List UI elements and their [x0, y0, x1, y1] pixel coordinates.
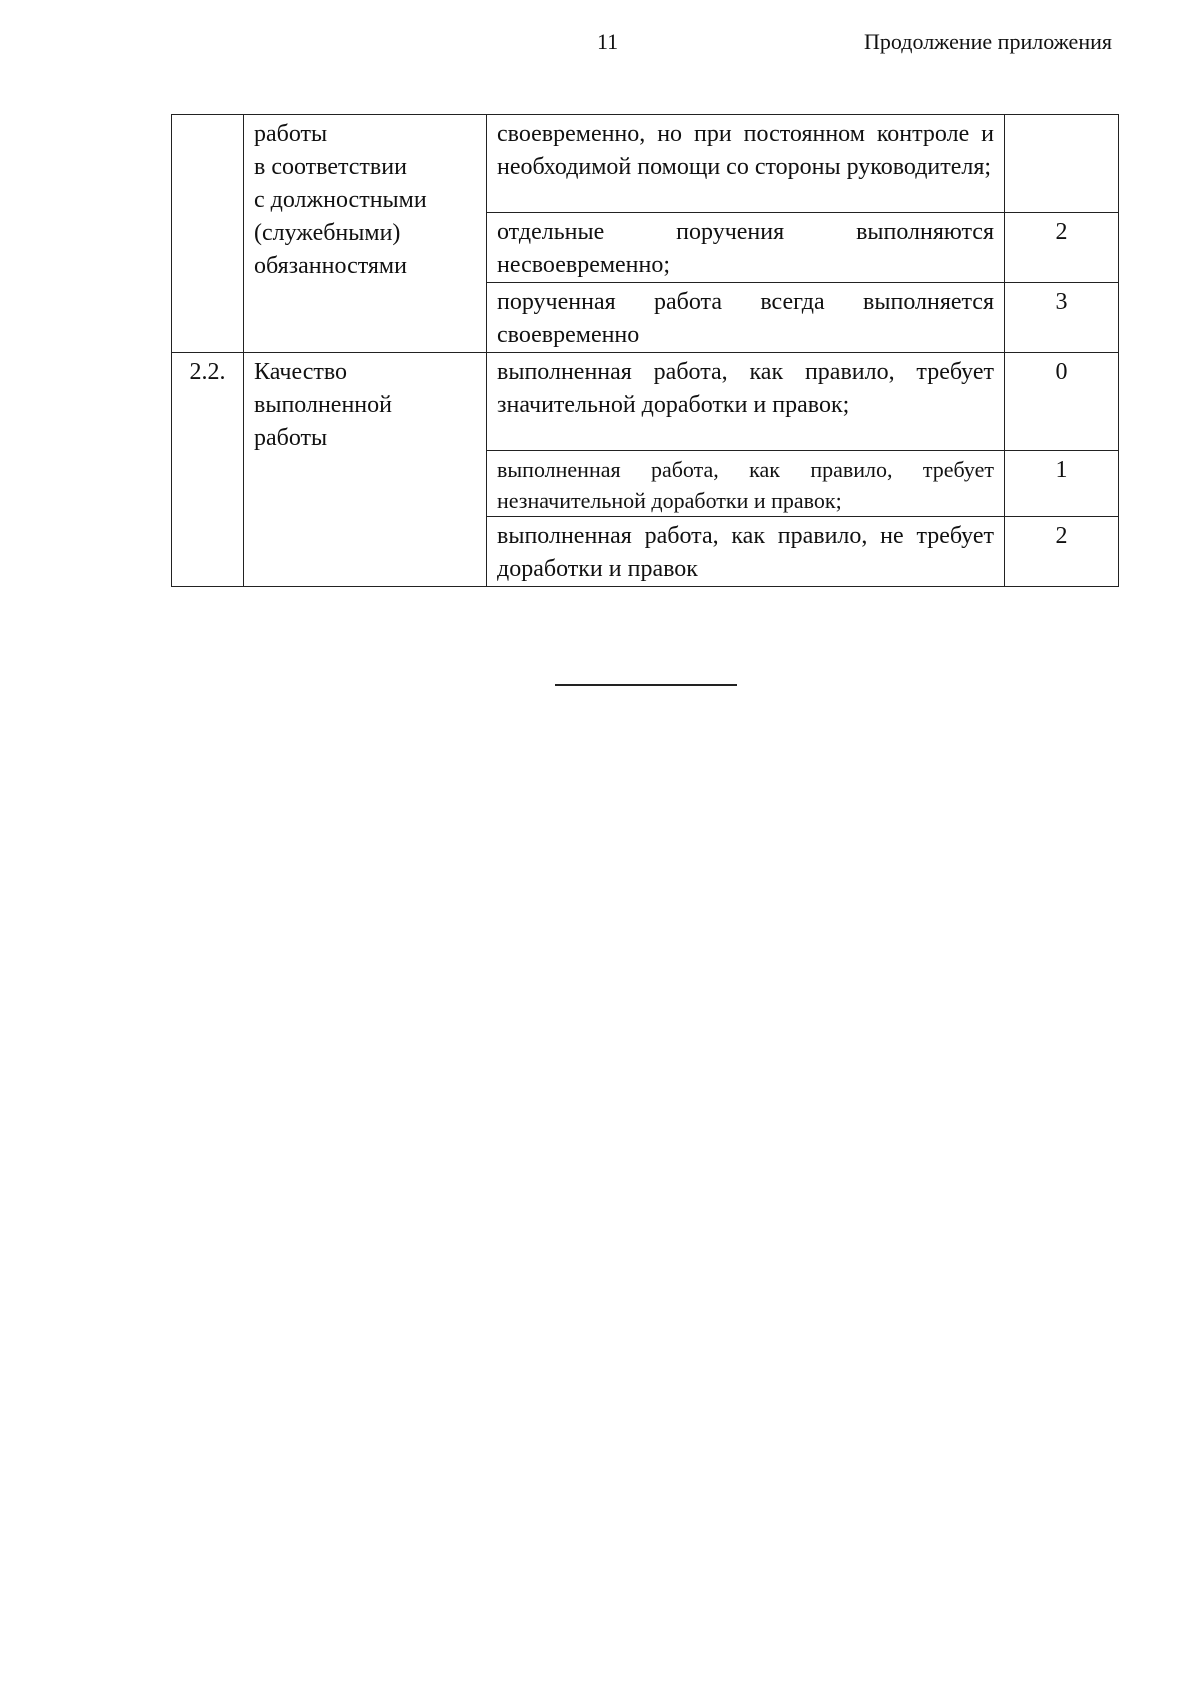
criterion-name-line: в соответствии [254, 154, 407, 180]
table-row [172, 115, 1119, 213]
criterion-name-line: обязанностями [254, 253, 407, 279]
criterion-name-line: выполненной [254, 392, 392, 418]
criteria-table [171, 114, 1119, 587]
criterion-description: выполненная работа, как правило, требует незначительной доработки и правок; [487, 451, 1005, 517]
criterion-description: своевременно, но при постоянном контроле и необходимой помощи со стороны руководителя; [487, 115, 1005, 213]
criterion-description: выполненная работа, как правило, не требует доработки и правок [487, 517, 1005, 587]
criterion-number [172, 115, 244, 353]
page-number: 11 [597, 29, 619, 54]
criterion-score: 0 [1005, 353, 1119, 451]
criterion-name-line: работы [254, 425, 328, 451]
criterion-score: 3 [1005, 283, 1119, 353]
criterion-name [244, 115, 487, 353]
criterion-score: 2 [1005, 517, 1119, 587]
criterion-score [1005, 115, 1119, 213]
criterion-description: отдельные поручения выполняются несвоевременно; [487, 213, 1005, 283]
criterion-number: 2.2. [172, 353, 244, 587]
criterion-name-line: работы [254, 121, 328, 147]
criterion-name-line: Качество [254, 359, 348, 385]
criterion-score: 1 [1005, 451, 1119, 517]
criterion-description: порученная работа всегда выполняется своевременно [487, 283, 1005, 353]
criterion-name [244, 353, 487, 587]
running-header: Продолжение приложения [864, 29, 1112, 54]
end-of-document-rule [555, 684, 737, 686]
criterion-name-line: с должностными [254, 187, 427, 213]
table-row [172, 353, 1119, 451]
criterion-name-line: (служебными) [254, 220, 401, 246]
criterion-score: 2 [1005, 213, 1119, 283]
criterion-description: выполненная работа, как правило, требует значительной доработки и правок; [487, 353, 1005, 451]
